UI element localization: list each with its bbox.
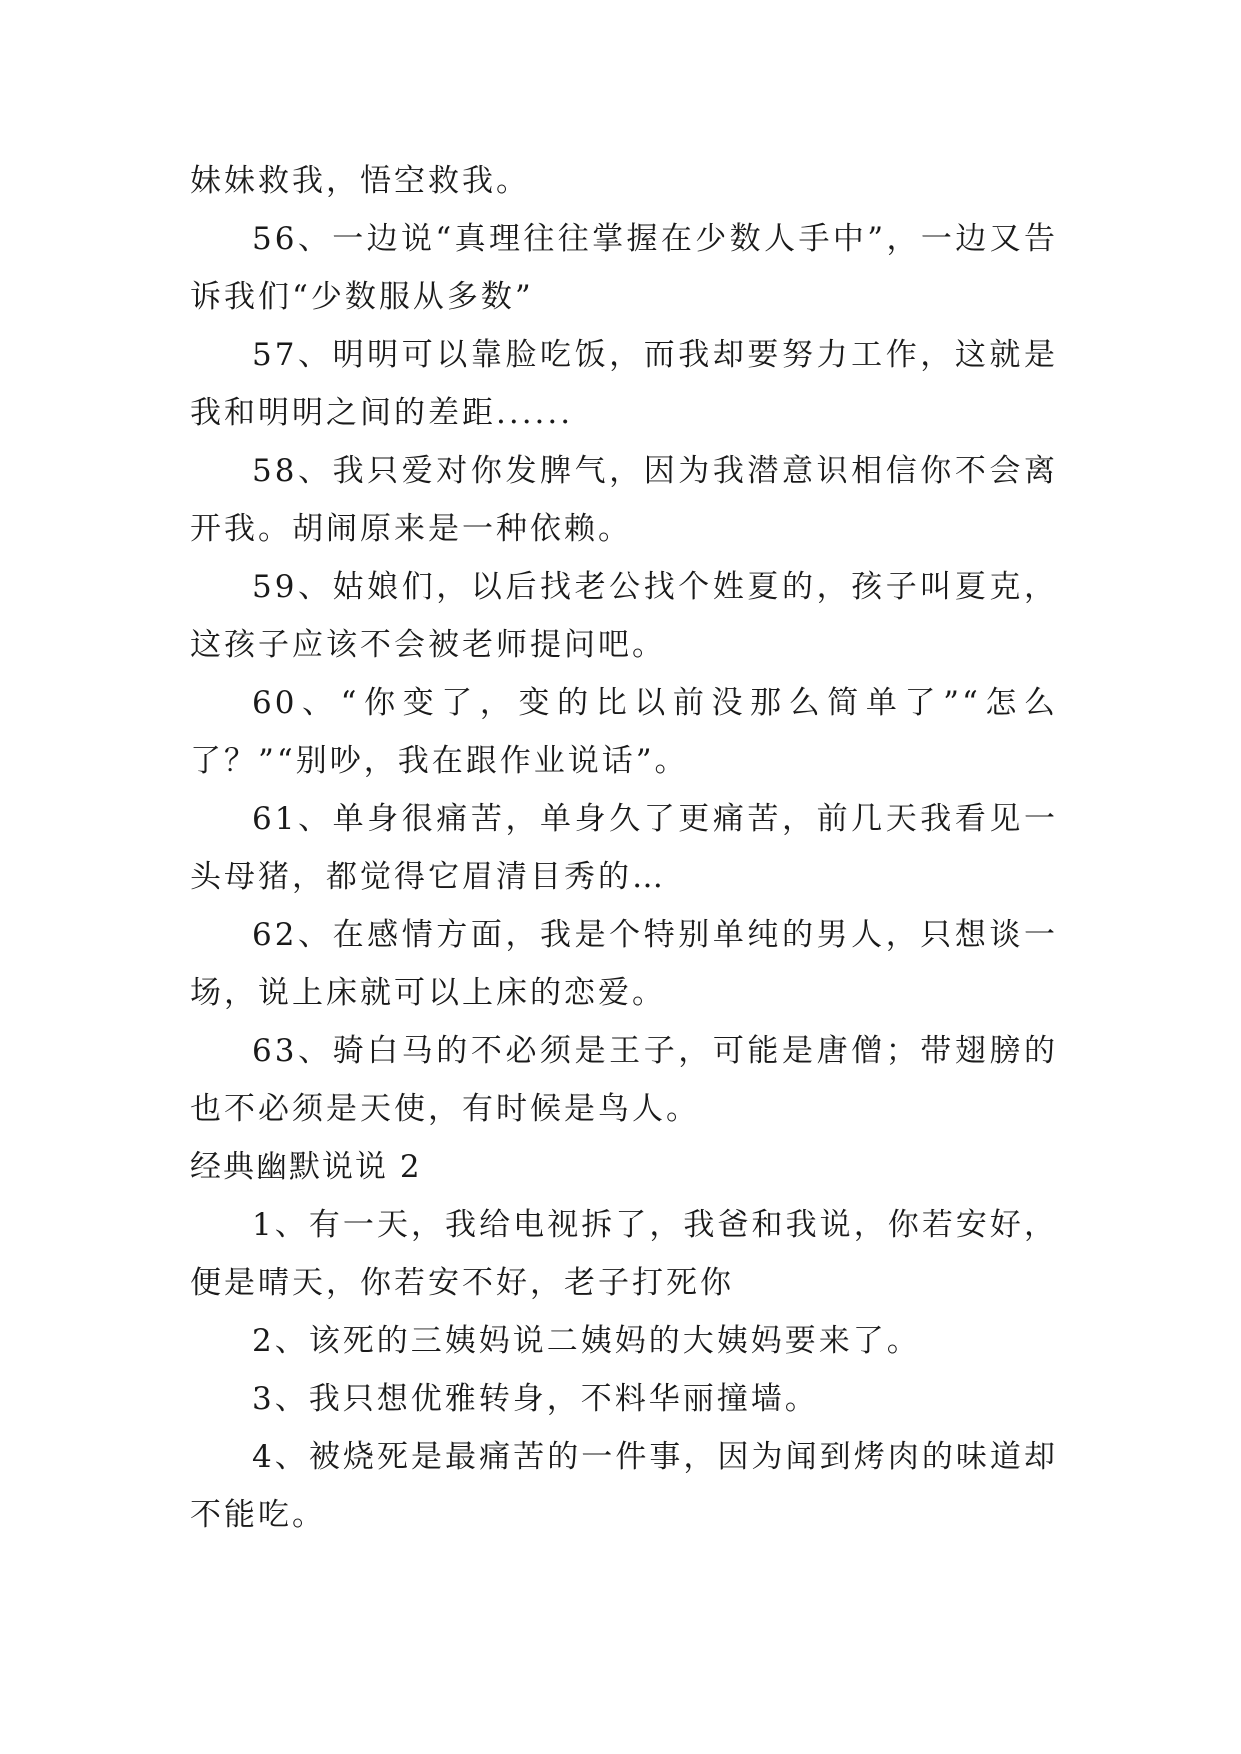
section-item-4: 4、被烧死是最痛苦的一件事，因为闻到烤肉的味道却不能吃。: [190, 1439, 1058, 1533]
paragraph-item-62: 62、在感情方面，我是个特别单纯的男人，只想谈一场，说上床就可以上床的恋爱。: [190, 917, 1058, 1011]
section-item-3: 3、我只想优雅转身，不料华丽撞墙。: [252, 1381, 819, 1417]
paragraph-item-63: 63、骑白马的不必须是王子，可能是唐僧；带翅膀的也不必须是天使，有时候是鸟人。: [190, 1033, 1058, 1127]
paragraph-continuation: 妹妹救我，悟空救我。: [190, 163, 530, 199]
paragraph-item-56: 56、一边说“真理往往掌握在少数人手中”，一边又告诉我们“少数服从多数”: [190, 221, 1058, 315]
section-item-1: 1、有一天，我给电视拆了，我爸和我说，你若安好，便是晴天，你若安不好，老子打死你: [190, 1207, 1058, 1301]
paragraph-item-57: 57、明明可以靠脸吃饭，而我却要努力工作，这就是我和明明之间的差距......: [190, 337, 1058, 431]
section-item-2: 2、该死的三姨妈说二姨妈的大姨妈要来了。: [252, 1323, 921, 1359]
paragraph-item-60: 60、“你变了，变的比以前没那么简单了”“怎么了？”“别吵，我在跟作业说话”。: [190, 685, 1058, 779]
paragraph-item-59: 59、姑娘们，以后找老公找个姓夏的，孩子叫夏克，这孩子应该不会被老师提问吧。: [190, 569, 1058, 663]
paragraph-item-61: 61、单身很痛苦，单身久了更痛苦，前几天我看见一头母猪，都觉得它眉清目秀的…: [190, 801, 1058, 895]
section-heading: 经典幽默说说 2: [190, 1149, 422, 1185]
paragraph-item-58: 58、我只爱对你发脾气，因为我潜意识相信你不会离开我。胡闹原来是一种依赖。: [190, 453, 1058, 547]
document-body: [190, 152, 1058, 1544]
